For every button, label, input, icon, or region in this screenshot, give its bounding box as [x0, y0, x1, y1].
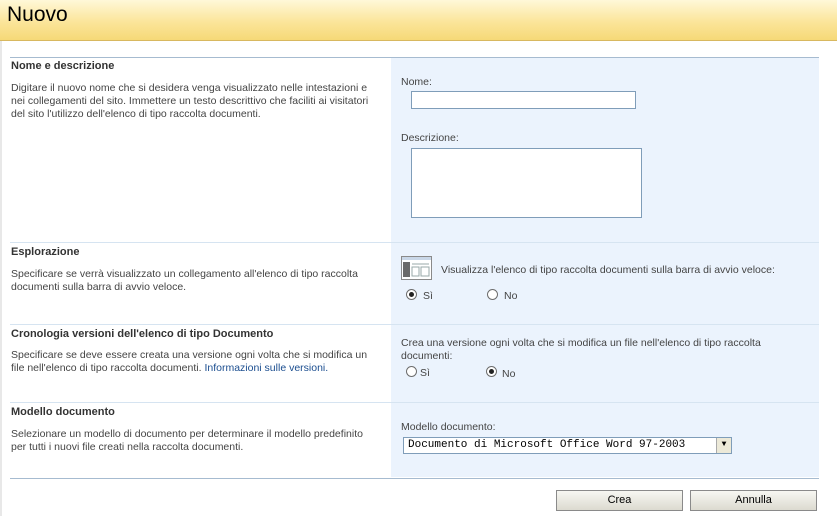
- create-button[interactable]: Crea: [556, 490, 683, 511]
- versioning-no-label: No: [502, 368, 516, 380]
- divider: [10, 478, 819, 479]
- section-desc-modello: Selezionare un modello di documento per determinare il modello predefinito per tutti i nuovi file creati nella raccolta documenti.: [11, 428, 363, 453]
- page-title: Nuovo: [7, 3, 68, 26]
- versioning-no-radio[interactable]: [486, 366, 497, 377]
- section-desc-esplorazione: Specificare se verrà visualizzato un collegamento all'elenco di tipo raccolta documenti sulla barra di avvio veloce.: [11, 268, 358, 293]
- divider: [10, 57, 819, 58]
- description-label: Descrizione:: [401, 132, 459, 144]
- section-desc-cronologia: [11, 349, 379, 375]
- description-textarea[interactable]: [411, 148, 642, 218]
- divider: [10, 242, 819, 243]
- versioning-yes-label: Sì: [420, 367, 430, 379]
- section-title-esplorazione: Esplorazione: [11, 246, 80, 258]
- template-label: Modello documento:: [401, 421, 496, 433]
- template-selected-value: Documento di Microsoft Office Word 97-2003: [408, 439, 686, 451]
- section-desc-cronologia-text: Specificare se deve essere creata una versione ogni volta che si modifica un file nell'elenco di tipo raccolta documenti.: [11, 349, 368, 374]
- section-title-modello: Modello documento: [11, 406, 115, 418]
- section-desc-nome: Digitare il nuovo nome che si desidera venga visualizzato nelle intestazioni e nei collegamenti del sito. Immettere un testo descrittivo che faciliti ai visitatori del sito l'utilizzo dell'elenco di tipo raccolta documenti.: [11, 82, 369, 120]
- quicklaunch-no-radio[interactable]: [487, 289, 498, 300]
- divider: [10, 324, 819, 325]
- versions-info-link[interactable]: Informazioni sulle versioni.: [204, 362, 329, 374]
- template-select[interactable]: [403, 437, 732, 454]
- section-title-cronologia: Cronologia versioni dell'elenco di tipo Documento: [11, 328, 274, 340]
- title-bar: [0, 0, 837, 41]
- section-title-nome: Nome e descrizione: [11, 60, 115, 72]
- name-input[interactable]: [411, 91, 636, 109]
- name-label: Nome:: [401, 76, 432, 88]
- quick-launch-icon: [401, 256, 432, 280]
- quicklaunch-yes-label: Sì: [423, 290, 433, 302]
- left-border: [0, 41, 2, 516]
- quicklaunch-yes-radio[interactable]: [406, 289, 417, 300]
- cancel-button[interactable]: Annulla: [690, 490, 817, 511]
- dropdown-arrow-icon[interactable]: ▼: [716, 438, 731, 453]
- versioning-question: Crea una versione ogni volta che si modifica un file nell'elenco di tipo raccolta documenti:: [401, 337, 761, 362]
- quicklaunch-no-label: No: [504, 290, 518, 302]
- versioning-yes-radio[interactable]: [406, 366, 417, 377]
- divider: [10, 402, 819, 403]
- quicklaunch-question: Visualizza l'elenco di tipo raccolta documenti sulla barra di avvio veloce:: [441, 264, 775, 276]
